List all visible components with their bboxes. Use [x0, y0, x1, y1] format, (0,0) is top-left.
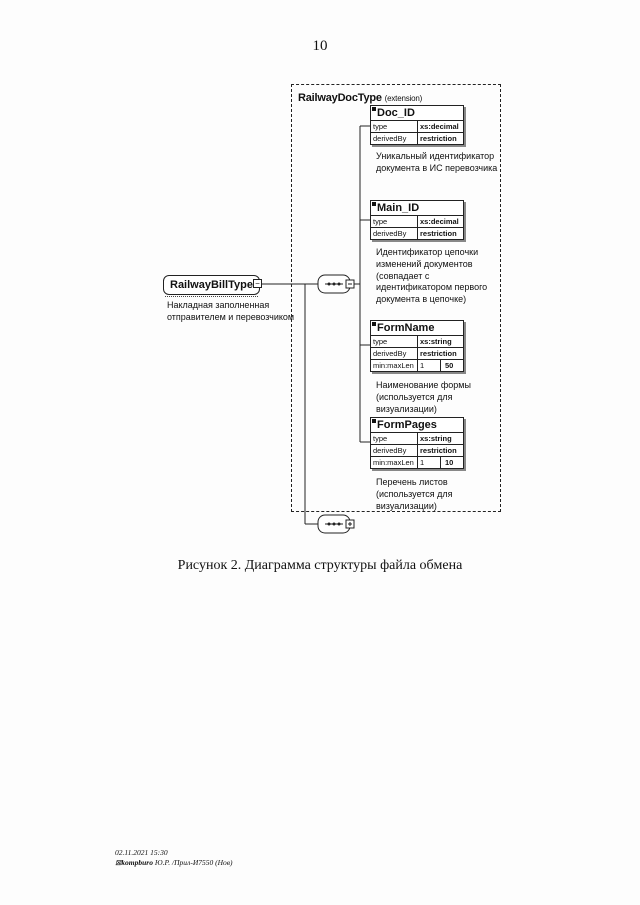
element-mark-icon — [372, 202, 376, 206]
page-number: 10 — [312, 38, 328, 54]
element-formpages[interactable]: FormPages type xs:string derivedBy restriction min:maxLen 1 10 — [370, 417, 464, 469]
element-mark-icon — [372, 322, 376, 326]
element-main-id[interactable]: Main_ID type xs:decimal derivedBy restriction — [370, 200, 464, 240]
footer-source: ⊠kompburo Ю.Р. /Прил-И7550 (Нов) — [115, 858, 233, 867]
doc-id-description: Уникальный идентификатор документа в ИС перевозчика — [376, 151, 498, 173]
element-name: FormName — [377, 322, 435, 334]
root-description: Накладная заполненная отправителем и перевозчиком — [167, 300, 295, 322]
footer-datetime: 02.11.2021 15:30 — [115, 848, 168, 857]
formname-description: Наименование формы (используется для визуализации) — [376, 380, 471, 414]
element-name: Main_ID — [377, 202, 420, 214]
figure-caption: Рисунок 2. Диаграмма структуры файла обмена — [177, 558, 463, 573]
root-annotation-line — [165, 296, 258, 297]
main-id-description: Идентификатор цепочки изменений документов (совпадает с идентификатором первого документа в цепочке) — [376, 247, 488, 305]
element-mark-icon — [372, 107, 376, 111]
extension-title: RailwayDocType (extension) — [298, 92, 423, 104]
element-formname[interactable]: FormName type xs:string derivedBy restriction min:maxLen 1 50 — [370, 320, 464, 372]
root-element-railwaybilltype[interactable]: RailwayBillType — [163, 275, 260, 295]
collapse-icon[interactable]: − — [253, 279, 262, 288]
element-mark-icon — [372, 419, 376, 423]
element-name: Doc_ID — [377, 107, 415, 119]
formpages-description: Перечень листов (используется для визуализации) — [376, 477, 453, 511]
element-name: FormPages — [377, 419, 437, 431]
element-doc-id[interactable]: Doc_ID type xs:decimal derivedBy restriction — [370, 105, 464, 145]
